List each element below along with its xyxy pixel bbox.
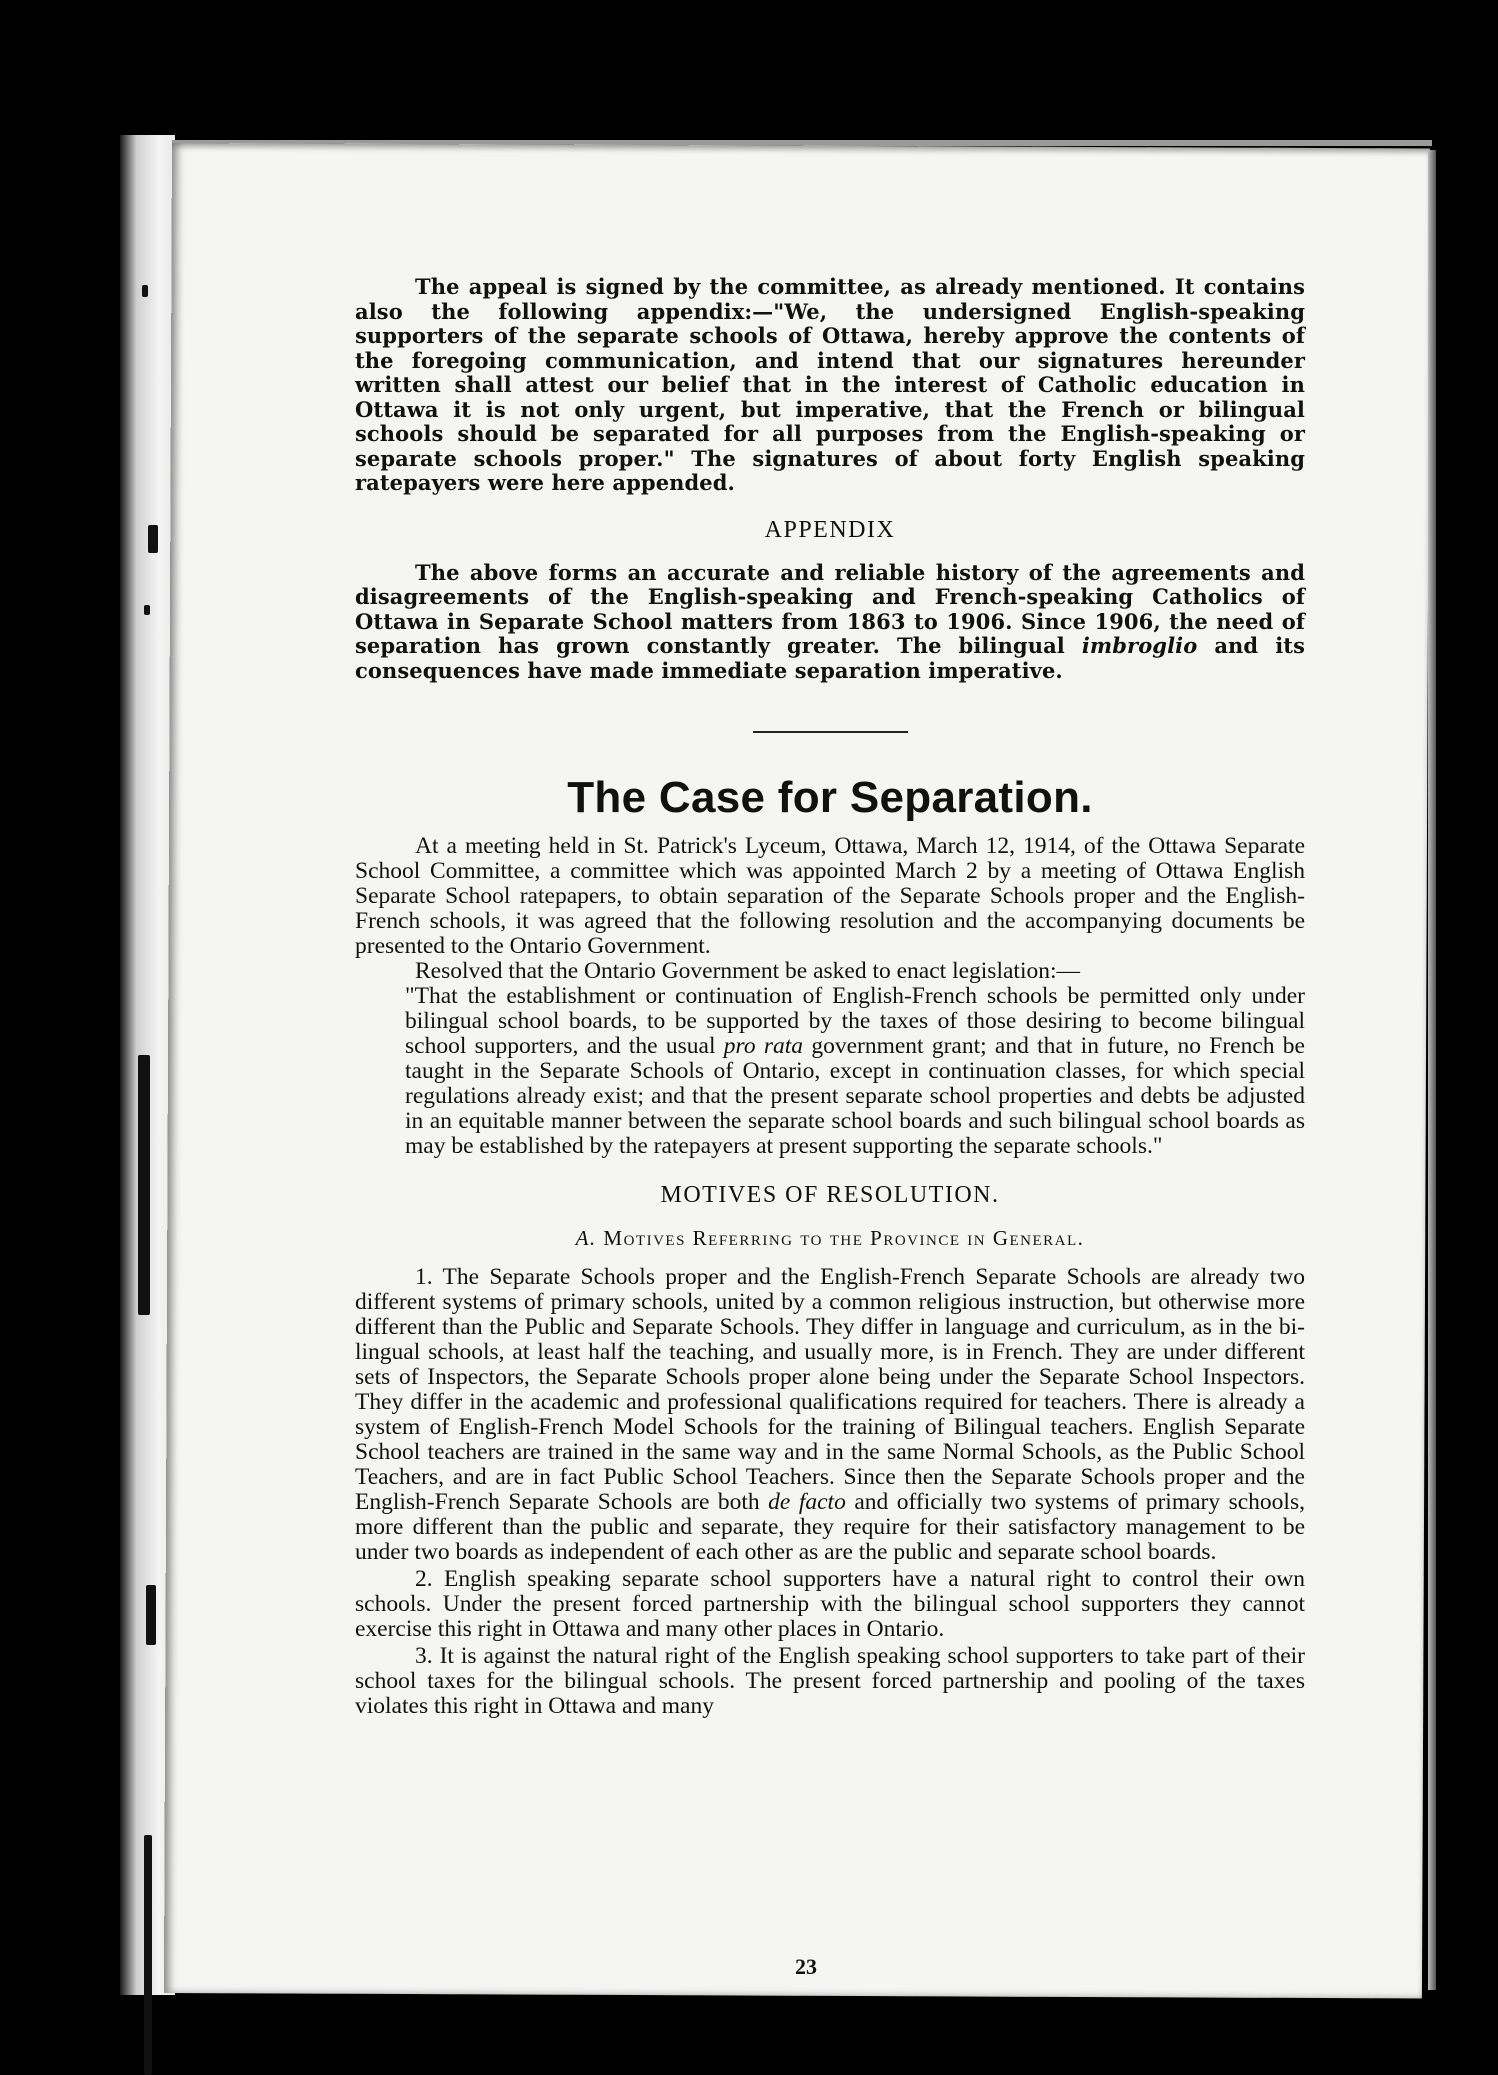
case-intro: At a meeting held in St. Patrick's Lyceum, Ottawa, March 12, 1914, of the Ottawa Separate School Committee, a committee which was appointed March 2 by a meeting of Ottawa English Separate School ratepapers, to obtain separation of the Separate Schools proper and the English-French schools, it was agreed that the following resolution and the accompanying documents be presented to the Ontario Government. <box>355 833 1305 959</box>
motive-item-3: 3. It is against the natural right of the English speaking school supporters to take part of their school taxes for the bilingual schools. The present forced partnership and pooling of the taxes violates this right in Ottawa and many <box>355 1643 1305 1719</box>
item1-italic: de facto <box>768 1489 846 1515</box>
section-divider <box>753 731 908 733</box>
page-number: 23 <box>795 1954 817 1979</box>
item1-text-2: and officially two systems of primary schools, more different than the public and separate, they require for their satisfactory management to be under two boards as independent of each other as are the public and separate school boards. <box>355 1489 1305 1565</box>
appendix-italic-word: imbroglio <box>1081 633 1198 658</box>
resolved-line: Resolved that the Ontario Government be asked to enact legislation:— <box>415 958 1080 984</box>
quote-text-2: government grant; and that in future, no French be taught in the Separate Schools of Ontario, except in continuation classes, for which special regulations already exist; and that the present separate school properties and debts be adjusted in an equitable manner between the separate school boards and such bilingual school boards as may be established by the ratepayers at present supporting the separate schools." <box>405 1033 1305 1159</box>
appendix-text-1: The above forms an accurate and reliable history of the agreements and disagreements of the English-speaking and French-speaking Catholics of Ottawa in Separate School matters from 1863 to 1906. Since 1906, the need of separation has grown constantly greater. The bilingual <box>355 559 1305 658</box>
page-right-edge <box>1428 150 1436 1990</box>
item1-text-1: 1. The Separate Schools proper and the English-French Separate Schools are already two different systems of primary schools, united by a common religious instruction, but otherwise more different than the Public and Separate Schools. They differ in language and curriculum, as in the bi-lingual schools, at least half the teaching, and usually more, is in French. They are under different sets of Inspectors, the Separate Schools proper alone being under the Separate School Inspectors. They differ in the academic and professional qualifications required for teachers. There is already a system of English-French Model Schools for the training of Bilingual teachers. English Separate School teachers are trained in the same way and in the same Normal Schools, as the Public School Teachers, and are in fact Public School Teachers. Since then the Separate Schools proper and the English-French Separate Schools are both <box>355 1264 1305 1515</box>
appendix-text-2: and its consequences have made immediate separation imperative. <box>355 633 1305 683</box>
appendix-paragraph <box>355 561 1305 684</box>
page-content <box>355 275 1305 1719</box>
quote-italic: pro rata <box>723 1033 804 1059</box>
motive-item-1 <box>355 1265 1305 1565</box>
appendix-heading: APPENDIX <box>764 516 896 543</box>
motives-heading: MOTIVES OF RESOLUTION. <box>660 1182 1000 1208</box>
appeal-section <box>355 275 1305 496</box>
quote-text-1: "That the establishment or continuation of English-French schools be permitted only under bilingual school boards, to be supported by the taxes of those desiring to become bilingual school supporters, and the usual <box>405 983 1305 1059</box>
appendix-section <box>355 561 1305 684</box>
motive-item-2: 2. English speaking separate school supporters have a natural right to control their own schools. Under the present forced partnership with the bilingual school supporters they cannot exercise this right in Ottawa and many other places in Ontario. <box>355 1566 1305 1642</box>
subheading-text: Motives Referring to the Province in General. <box>603 1226 1085 1250</box>
motives-subheading <box>355 1226 1305 1251</box>
case-title: The Case for Separation. <box>567 773 1093 822</box>
resolution-quote <box>355 984 1305 1159</box>
subheading-letter: A. <box>575 1226 597 1250</box>
appeal-paragraph: The appeal is signed by the committee, as already mentioned. It contains also the following appendix:—"We, the undersigned English-speaking supporters of the separate schools of Ottawa, hereby approve the contents of the foregoing communication, and intend that our signatures hereunder written shall attest our belief that in the interest of Catholic education in Ottawa it is not only urgent, but imperative, that the French or bilingual schools should be separated for all purposes from the English-speaking or separate schools proper." The signatures of about forty English speaking ratepayers were here appended. <box>355 274 1305 495</box>
